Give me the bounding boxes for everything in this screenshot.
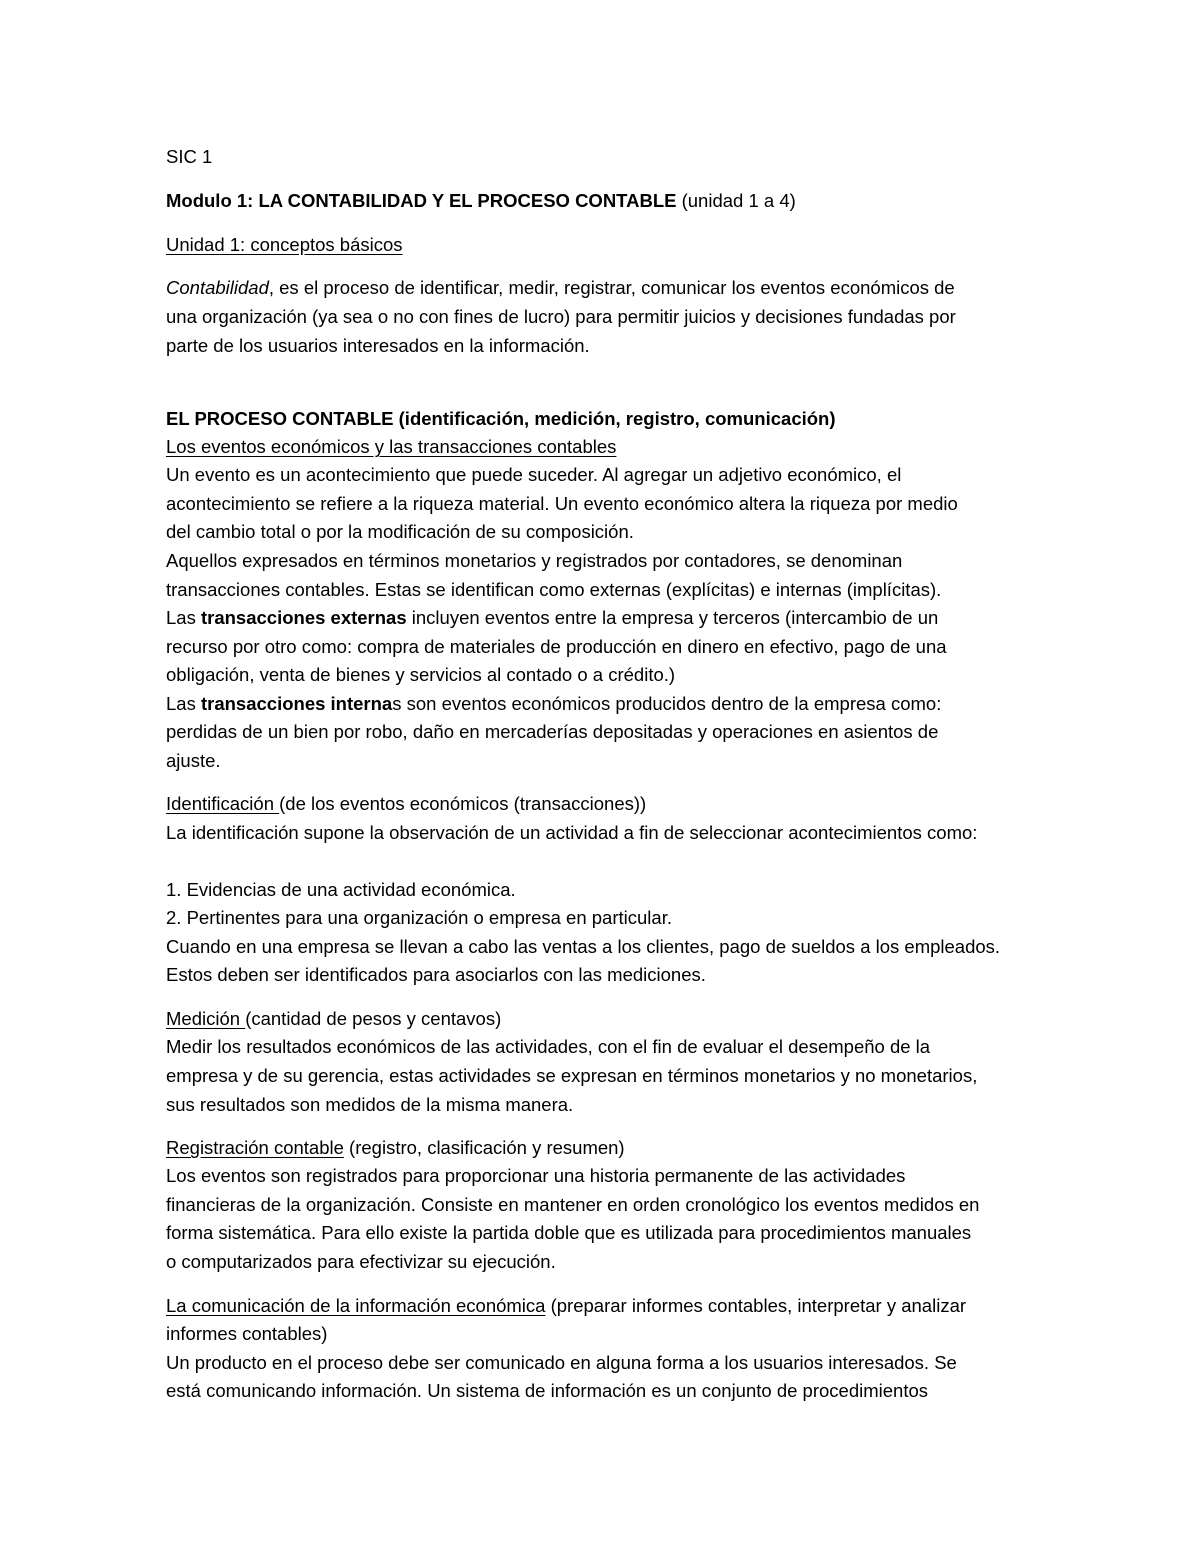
process-paragraph-line: del cambio total o por la modificación de su composición. xyxy=(166,521,634,542)
internal-transactions-line-2: perdidas de un bien por robo, daño en mercaderías depositadas y operaciones en asientos de xyxy=(166,721,939,742)
registration-line-3: forma sistemática. Para ello existe la partida doble que es utilizada para procedimientos manuales xyxy=(166,1222,972,1243)
document-code: SIC 1 xyxy=(166,146,213,167)
identification-list-item-1: 1. Evidencias de una actividad económica. xyxy=(166,879,516,900)
process-subheading: Los eventos económicos y las transacciones contables xyxy=(166,436,617,457)
registration-heading xyxy=(166,1133,625,1162)
process-paragraph-line: transacciones contables. Estas se identifican como externas (explícitas) e internas (implícitas). xyxy=(166,579,942,600)
identification-heading xyxy=(166,789,646,818)
definition-line-2: una organización (ya sea o no con fines de lucro) para permitir juicios y decisiones fundadas por xyxy=(166,306,956,327)
definition-line-3: parte de los usuarios interesados en la información. xyxy=(166,335,590,356)
external-transactions-line-1 xyxy=(166,603,938,632)
communication-line-2: Un producto en el proceso debe ser comunicado en alguna forma a los usuarios interesados. Se xyxy=(166,1352,957,1373)
measurement-rest: (cantidad de pesos y centavos) xyxy=(245,1008,502,1029)
internal-transactions-line-3: ajuste. xyxy=(166,750,221,771)
external-post: incluyen eventos entre la empresa y terceros (intercambio de un xyxy=(406,607,939,628)
communication-heading xyxy=(166,1291,966,1320)
module-title xyxy=(166,186,796,215)
measurement-line-2: empresa y de su gerencia, estas actividades se expresan en términos monetarios y no monetarios, xyxy=(166,1065,978,1086)
identification-list-item-2: 2. Pertinentes para una organización o empresa en particular. xyxy=(166,907,672,928)
unit-heading: Unidad 1: conceptos básicos xyxy=(166,234,403,255)
registration-line-4: o computarizados para efectivizar su ejecución. xyxy=(166,1251,556,1272)
registration-line-2: financieras de la organización. Consiste en mantener en orden cronológico los eventos medidos en xyxy=(166,1194,980,1215)
measurement-line-3: sus resultados son medidos de la misma manera. xyxy=(166,1094,574,1115)
definition-line-1 xyxy=(166,273,955,302)
internal-post: s son eventos económicos producidos dentro de la empresa como: xyxy=(392,693,942,714)
external-transactions-line-3: obligación, venta de bienes y servicios al contado o a crédito.) xyxy=(166,664,676,685)
measurement-line-1: Medir los resultados económicos de las actividades, con el fin de evaluar el desempeño de la xyxy=(166,1036,931,1057)
process-paragraph-line: Aquellos expresados en términos monetarios y registrados por contadores, se denominan xyxy=(166,550,903,571)
process-paragraph-line: acontecimiento se refiere a la riqueza material. Un evento económico altera la riqueza por medio xyxy=(166,493,958,514)
registration-title: Registración contable xyxy=(166,1137,344,1158)
definition-text: , es el proceso de identificar, medir, registrar, comunicar los eventos económicos de xyxy=(268,277,955,298)
identification-rest: (de los eventos económicos (transacciones)) xyxy=(279,793,647,814)
identification-title: Identificación xyxy=(166,793,280,814)
registration-line-1: Los eventos son registrados para proporcionar una historia permanente de las actividades xyxy=(166,1165,906,1186)
internal-transactions-line-1 xyxy=(166,689,941,718)
external-transactions-line-2: recurso por otro como: compra de materiales de producción en dinero en efectivo, pago de una xyxy=(166,636,947,657)
process-paragraph-line: Un evento es un acontecimiento que puede suceder. Al agregar un adjetivo económico, el xyxy=(166,464,902,485)
external-transactions-term: transacciones externas xyxy=(200,607,407,628)
internal-pre: Las xyxy=(166,693,201,714)
measurement-heading xyxy=(166,1004,501,1033)
communication-line-1: informes contables) xyxy=(166,1323,328,1344)
process-heading: EL PROCESO CONTABLE (identificación, medición, registro, comunicación) xyxy=(166,408,836,429)
identification-line-1: La identificación supone la observación de un actividad a fin de seleccionar acontecimientos como: xyxy=(166,822,978,843)
internal-transactions-term: transacciones interna xyxy=(200,693,393,714)
identification-line-2: Cuando en una empresa se llevan a cabo las ventas a los clientes, pago de sueldos a los empleados. xyxy=(166,936,1001,957)
communication-line-3: está comunicando información. Un sistema de información es un conjunto de procedimientos xyxy=(166,1380,928,1401)
communication-title: La comunicación de la información económica xyxy=(166,1295,546,1316)
identification-line-3: Estos deben ser identificados para asociarlos con las mediciones. xyxy=(166,964,706,985)
module-title-bold: Modulo 1: LA CONTABILIDAD Y EL PROCESO CONTABLE xyxy=(166,190,677,211)
definition-term: Contabilidad xyxy=(166,277,269,298)
external-pre: Las xyxy=(166,607,201,628)
module-title-rest: (unidad 1 a 4) xyxy=(676,190,796,211)
registration-rest: (registro, clasificación y resumen) xyxy=(343,1137,625,1158)
measurement-title: Medición xyxy=(166,1008,246,1029)
communication-rest: (preparar informes contables, interpretar y analizar xyxy=(545,1295,967,1316)
